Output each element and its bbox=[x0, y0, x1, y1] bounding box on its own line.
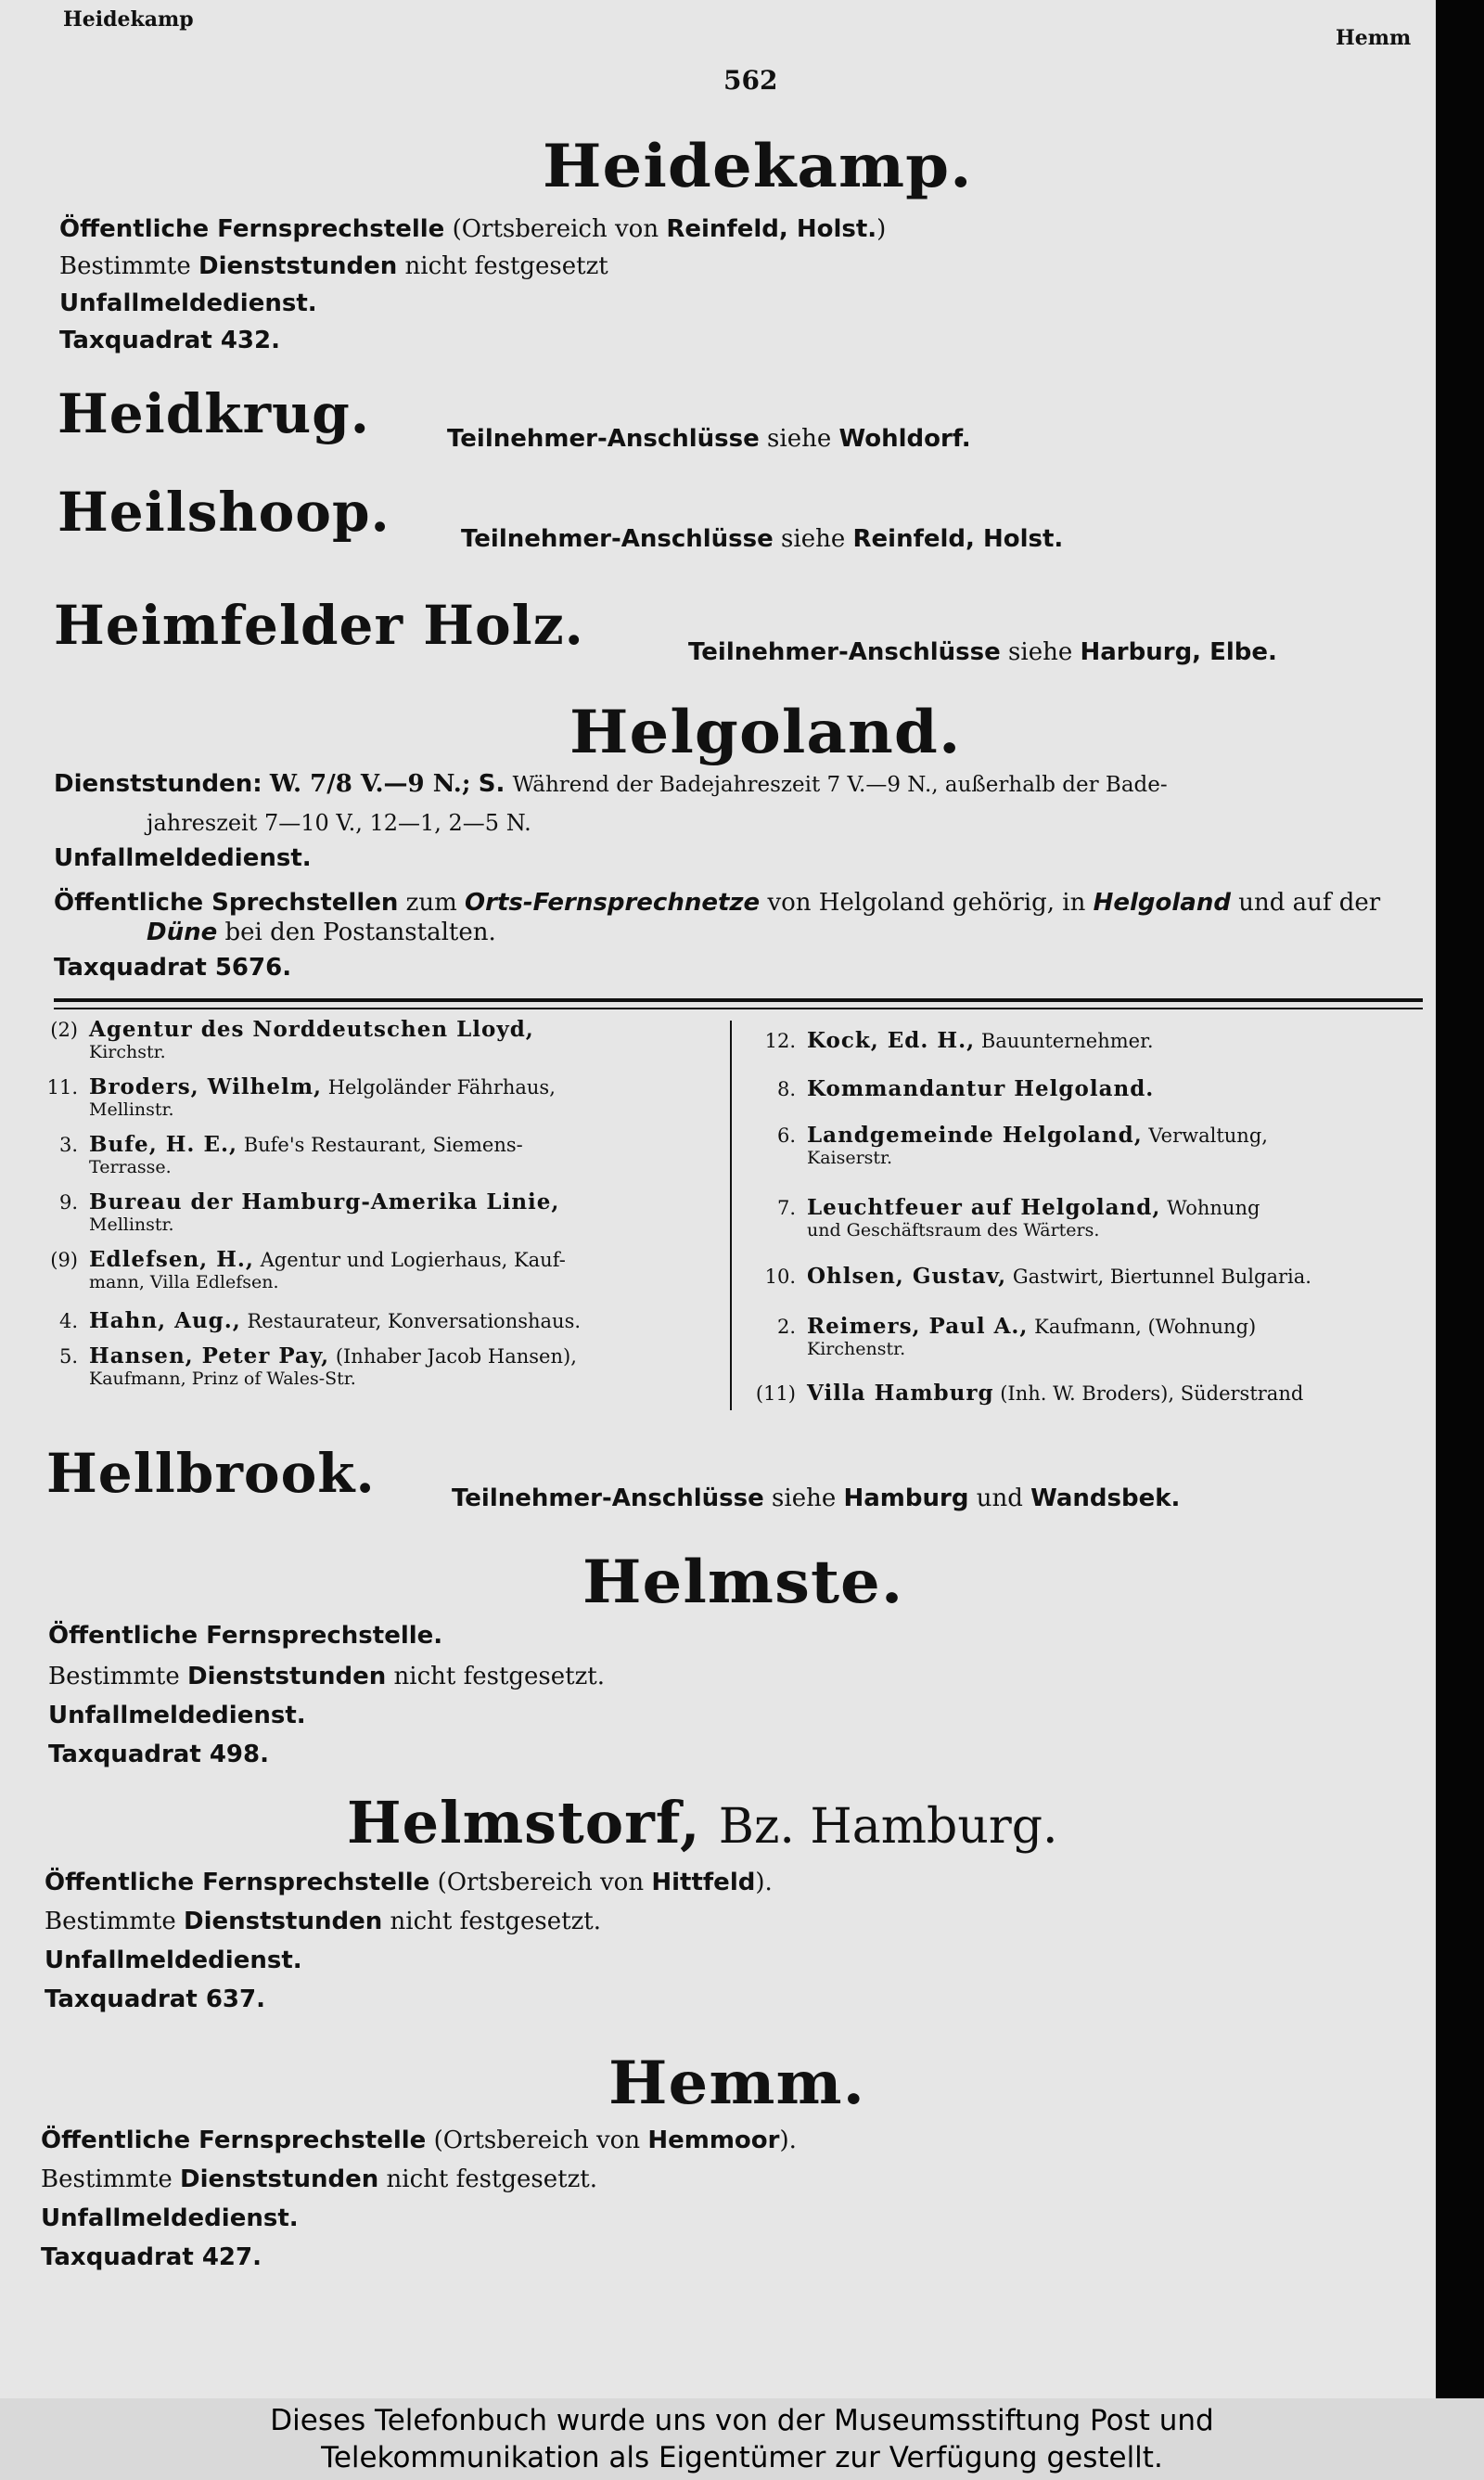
entry-details: Restaurateur, Konversationshaus. bbox=[247, 1310, 582, 1332]
heading-hellbrook: Hellbrook. bbox=[46, 1442, 376, 1505]
entry-address: Kirchenstr. bbox=[807, 1339, 906, 1359]
directory-entry bbox=[740, 1197, 1260, 1241]
directory-entry bbox=[22, 1249, 566, 1293]
text: Teilnehmer-Anschlüsse bbox=[688, 638, 1001, 666]
entry-number: 9. bbox=[58, 1191, 78, 1214]
directory-entry bbox=[22, 1019, 534, 1063]
helgoland-line-6: Taxquadrat 5676. bbox=[54, 954, 292, 982]
helgoland-line-5 bbox=[147, 919, 496, 946]
heading-helmstorf bbox=[347, 1789, 1058, 1857]
entry-number: 5. bbox=[58, 1345, 78, 1368]
entry-details: (Inhaber Jacob Hansen), bbox=[335, 1345, 577, 1368]
text: zum bbox=[405, 889, 457, 917]
entry-number: 4. bbox=[58, 1310, 78, 1332]
entry-address: Kaiserstr. bbox=[807, 1148, 893, 1168]
text: Bestimmte bbox=[59, 252, 191, 280]
entry-name: Broders, Wilhelm, bbox=[89, 1074, 323, 1099]
entry-number: (9) bbox=[50, 1249, 78, 1271]
text: Helmstorf, bbox=[347, 1789, 701, 1857]
heilshoop-reference bbox=[461, 525, 1063, 553]
text: Bz. Hamburg. bbox=[718, 1799, 1058, 1855]
text: Harburg, Elbe. bbox=[1080, 638, 1277, 666]
entry-name: Edlefsen, H., bbox=[89, 1247, 254, 1272]
helmstorf-line-1 bbox=[45, 1869, 773, 1896]
text: Dienststunden bbox=[187, 1663, 387, 1690]
hemm-line-2 bbox=[41, 2165, 597, 2193]
text: siehe bbox=[767, 425, 832, 453]
text: Öffentliche Sprechstellen bbox=[54, 889, 399, 917]
entry-name: Hansen, Peter Pay, bbox=[89, 1343, 330, 1368]
text: Bestimmte bbox=[48, 1663, 180, 1690]
text: W. 7/8 V.—9 N.; bbox=[269, 770, 471, 798]
text: Dienststunden bbox=[184, 1908, 383, 1935]
entry-name: Bureau der Hamburg-Amerika Linie, bbox=[89, 1189, 560, 1214]
text: Bestimmte bbox=[41, 2165, 173, 2193]
entry-name: Agentur des Norddeutschen Lloyd, bbox=[89, 1017, 534, 1042]
heading-heidekamp: Heidekamp. bbox=[543, 132, 973, 201]
heidekamp-line-3: Unfallmeldedienst. bbox=[59, 289, 317, 317]
helgoland-line-4 bbox=[54, 889, 1380, 917]
text: Hamburg bbox=[843, 1484, 969, 1512]
text: Dienststunden: bbox=[54, 770, 262, 798]
text: bei den Postanstalten. bbox=[224, 919, 496, 946]
hemm-line-1 bbox=[41, 2127, 797, 2154]
hemm-line-3: Unfallmeldedienst. bbox=[41, 2204, 299, 2232]
text: nicht festgesetzt. bbox=[390, 1908, 602, 1935]
heading-heilshoop: Heilshoop. bbox=[58, 481, 390, 544]
entry-number: 3. bbox=[58, 1134, 78, 1156]
text: (Ortsbereich von bbox=[437, 1869, 645, 1896]
entry-details: Agentur und Logierhaus, Kauf- bbox=[260, 1249, 566, 1271]
text: Öffentliche Fernsprechstelle bbox=[41, 2127, 427, 2154]
entry-number: 10. bbox=[764, 1266, 796, 1288]
text: Teilnehmer-Anschlüsse bbox=[461, 525, 774, 553]
entry-address: und Geschäftsraum des Wärters. bbox=[807, 1220, 1100, 1240]
text: und bbox=[976, 1484, 1023, 1512]
entry-address: Terrasse. bbox=[89, 1157, 172, 1177]
text: siehe bbox=[772, 1484, 837, 1512]
helgoland-line-3: Unfallmeldedienst. bbox=[54, 844, 312, 872]
helmste-line-1: Öffentliche Fernsprechstelle. bbox=[48, 1622, 443, 1650]
entry-name: Bufe, H. E., bbox=[89, 1132, 237, 1157]
entry-details: Helgoländer Fährhaus, bbox=[327, 1076, 556, 1099]
entry-details: Verwaltung, bbox=[1148, 1124, 1268, 1147]
entry-number: 12. bbox=[764, 1030, 796, 1052]
divider-rule bbox=[54, 998, 1423, 1002]
heimfelder-reference bbox=[688, 638, 1277, 666]
entry-number: (2) bbox=[50, 1019, 78, 1041]
entry-name: Kock, Ed. H., bbox=[807, 1028, 976, 1053]
entry-address: mann, Villa Edlefsen. bbox=[89, 1272, 279, 1292]
text: Helgoland bbox=[1093, 889, 1231, 917]
running-head-left: Heidekamp bbox=[63, 7, 194, 32]
directory-entry bbox=[740, 1382, 1303, 1405]
text: (Ortsbereich von bbox=[433, 2127, 641, 2154]
directory-entry bbox=[22, 1310, 581, 1332]
directory-entry bbox=[740, 1030, 1154, 1052]
directory-entry bbox=[740, 1266, 1311, 1288]
heidekamp-line-1 bbox=[59, 215, 886, 243]
text: Dienststunden bbox=[198, 252, 398, 280]
entry-name: Ohlsen, Gustav, bbox=[807, 1264, 1007, 1289]
running-head-right: Hemm bbox=[1336, 26, 1412, 50]
text: ). bbox=[755, 1869, 773, 1896]
helmste-line-2 bbox=[48, 1663, 605, 1690]
entry-details: Wohnung bbox=[1167, 1197, 1260, 1219]
text: siehe bbox=[781, 525, 846, 553]
text: S. bbox=[478, 770, 505, 798]
text: Hittfeld bbox=[651, 1869, 756, 1896]
entry-address: Mellinstr. bbox=[89, 1099, 174, 1120]
scan-edge-shadow bbox=[1436, 0, 1484, 2398]
entry-number: 2. bbox=[776, 1316, 796, 1338]
entry-details: Kaufmann, (Wohnung) bbox=[1034, 1316, 1257, 1338]
text: Reinfeld, Holst. bbox=[666, 215, 877, 243]
heading-heimfelder-holz: Heimfelder Holz. bbox=[54, 594, 584, 657]
helmste-line-3: Unfallmeldedienst. bbox=[48, 1702, 306, 1729]
text: Orts-Fernsprechnetze bbox=[465, 889, 761, 917]
entry-address: Kirchstr. bbox=[89, 1042, 166, 1062]
text: ) bbox=[876, 215, 887, 243]
text: Teilnehmer-Anschlüsse bbox=[447, 425, 760, 453]
text: Teilnehmer-Anschlüsse bbox=[452, 1484, 764, 1512]
entry-name: Hahn, Aug., bbox=[89, 1308, 241, 1333]
text: Reinfeld, Holst. bbox=[852, 525, 1064, 553]
footer-line-2: Telekommunikation als Eigentümer zur Verfügung gestellt. bbox=[321, 2441, 1163, 2474]
hemm-line-4: Taxquadrat 427. bbox=[41, 2243, 262, 2271]
hellbrook-reference bbox=[452, 1484, 1180, 1512]
helmstorf-line-4: Taxquadrat 637. bbox=[45, 1985, 265, 2013]
text: Öffentliche Fernsprechstelle bbox=[59, 215, 445, 243]
text: nicht festgesetzt. bbox=[393, 1663, 606, 1690]
directory-entry bbox=[22, 1134, 523, 1178]
heidkrug-reference bbox=[447, 425, 971, 453]
helgoland-line-1 bbox=[54, 770, 1168, 799]
entry-address: Kaufmann, Prinz of Wales-Str. bbox=[89, 1368, 356, 1389]
directory-entry bbox=[22, 1076, 556, 1121]
text: Wohldorf. bbox=[838, 425, 971, 453]
text: nicht festgesetzt bbox=[404, 252, 608, 280]
directory-entry bbox=[740, 1316, 1256, 1360]
directory-entry bbox=[740, 1078, 1154, 1100]
directory-entry bbox=[22, 1191, 559, 1236]
heading-hemm: Hemm. bbox=[608, 2049, 866, 2118]
helmstorf-line-3: Unfallmeldedienst. bbox=[45, 1947, 302, 1974]
text: Bestimmte bbox=[45, 1908, 176, 1935]
heading-heidkrug: Heidkrug. bbox=[58, 382, 370, 445]
entry-details: Bauunternehmer. bbox=[980, 1030, 1154, 1052]
entry-number: (11) bbox=[755, 1382, 796, 1405]
text: und auf der bbox=[1238, 889, 1381, 917]
entry-name: Leuchtfeuer auf Helgoland, bbox=[807, 1195, 1161, 1220]
page-number: 562 bbox=[723, 65, 778, 96]
entry-address: Mellinstr. bbox=[89, 1214, 174, 1235]
entry-name: Reimers, Paul A., bbox=[807, 1314, 1029, 1339]
helmstorf-line-2 bbox=[45, 1908, 601, 1935]
text: Wandsbek. bbox=[1030, 1484, 1181, 1512]
text: Öffentliche Fernsprechstelle bbox=[45, 1869, 430, 1896]
heading-helmste: Helmste. bbox=[582, 1548, 904, 1617]
divider-rule bbox=[54, 1008, 1423, 1009]
helgoland-line-2: jahreszeit 7—10 V., 12—1, 2—5 N. bbox=[147, 810, 531, 836]
heidekamp-line-4: Taxquadrat 432. bbox=[59, 327, 280, 354]
entry-details: Gastwirt, Biertunnel Bulgaria. bbox=[1012, 1266, 1311, 1288]
footer-notice bbox=[0, 2398, 1484, 2480]
entry-number: 11. bbox=[46, 1076, 78, 1099]
entry-number: 7. bbox=[776, 1197, 796, 1219]
text: Dienststunden bbox=[180, 2165, 379, 2193]
heading-helgoland: Helgoland. bbox=[569, 698, 962, 767]
entry-number: 8. bbox=[776, 1078, 796, 1100]
text: Während der Badejahreszeit 7 V.—9 N., außerhalb der Bade- bbox=[512, 773, 1168, 797]
heidekamp-line-2 bbox=[59, 252, 608, 280]
entry-name: Landgemeinde Helgoland, bbox=[807, 1123, 1143, 1148]
entry-name: Kommandantur Helgoland. bbox=[807, 1076, 1155, 1101]
entry-name: Villa Hamburg bbox=[807, 1381, 994, 1406]
text: nicht festgesetzt. bbox=[386, 2165, 598, 2193]
text: siehe bbox=[1008, 638, 1073, 666]
text: (Ortsbereich von bbox=[452, 215, 659, 243]
entry-details: Bufe's Restaurant, Siemens- bbox=[243, 1134, 523, 1156]
entry-details: (Inh. W. Broders), Süderstrand bbox=[1000, 1382, 1304, 1405]
text: von Helgoland gehörig, in bbox=[767, 889, 1086, 917]
directory-entry bbox=[22, 1345, 577, 1390]
footer-line-1: Dieses Telefonbuch wurde uns von der Museumsstiftung Post und bbox=[270, 2404, 1214, 2437]
text: Düne bbox=[147, 919, 218, 946]
column-divider bbox=[730, 1021, 732, 1410]
directory-entry bbox=[740, 1124, 1268, 1169]
text: Hemmoor bbox=[647, 2127, 780, 2154]
entry-number: 6. bbox=[776, 1124, 796, 1147]
helmste-line-4: Taxquadrat 498. bbox=[48, 1741, 269, 1768]
text: ). bbox=[779, 2127, 797, 2154]
